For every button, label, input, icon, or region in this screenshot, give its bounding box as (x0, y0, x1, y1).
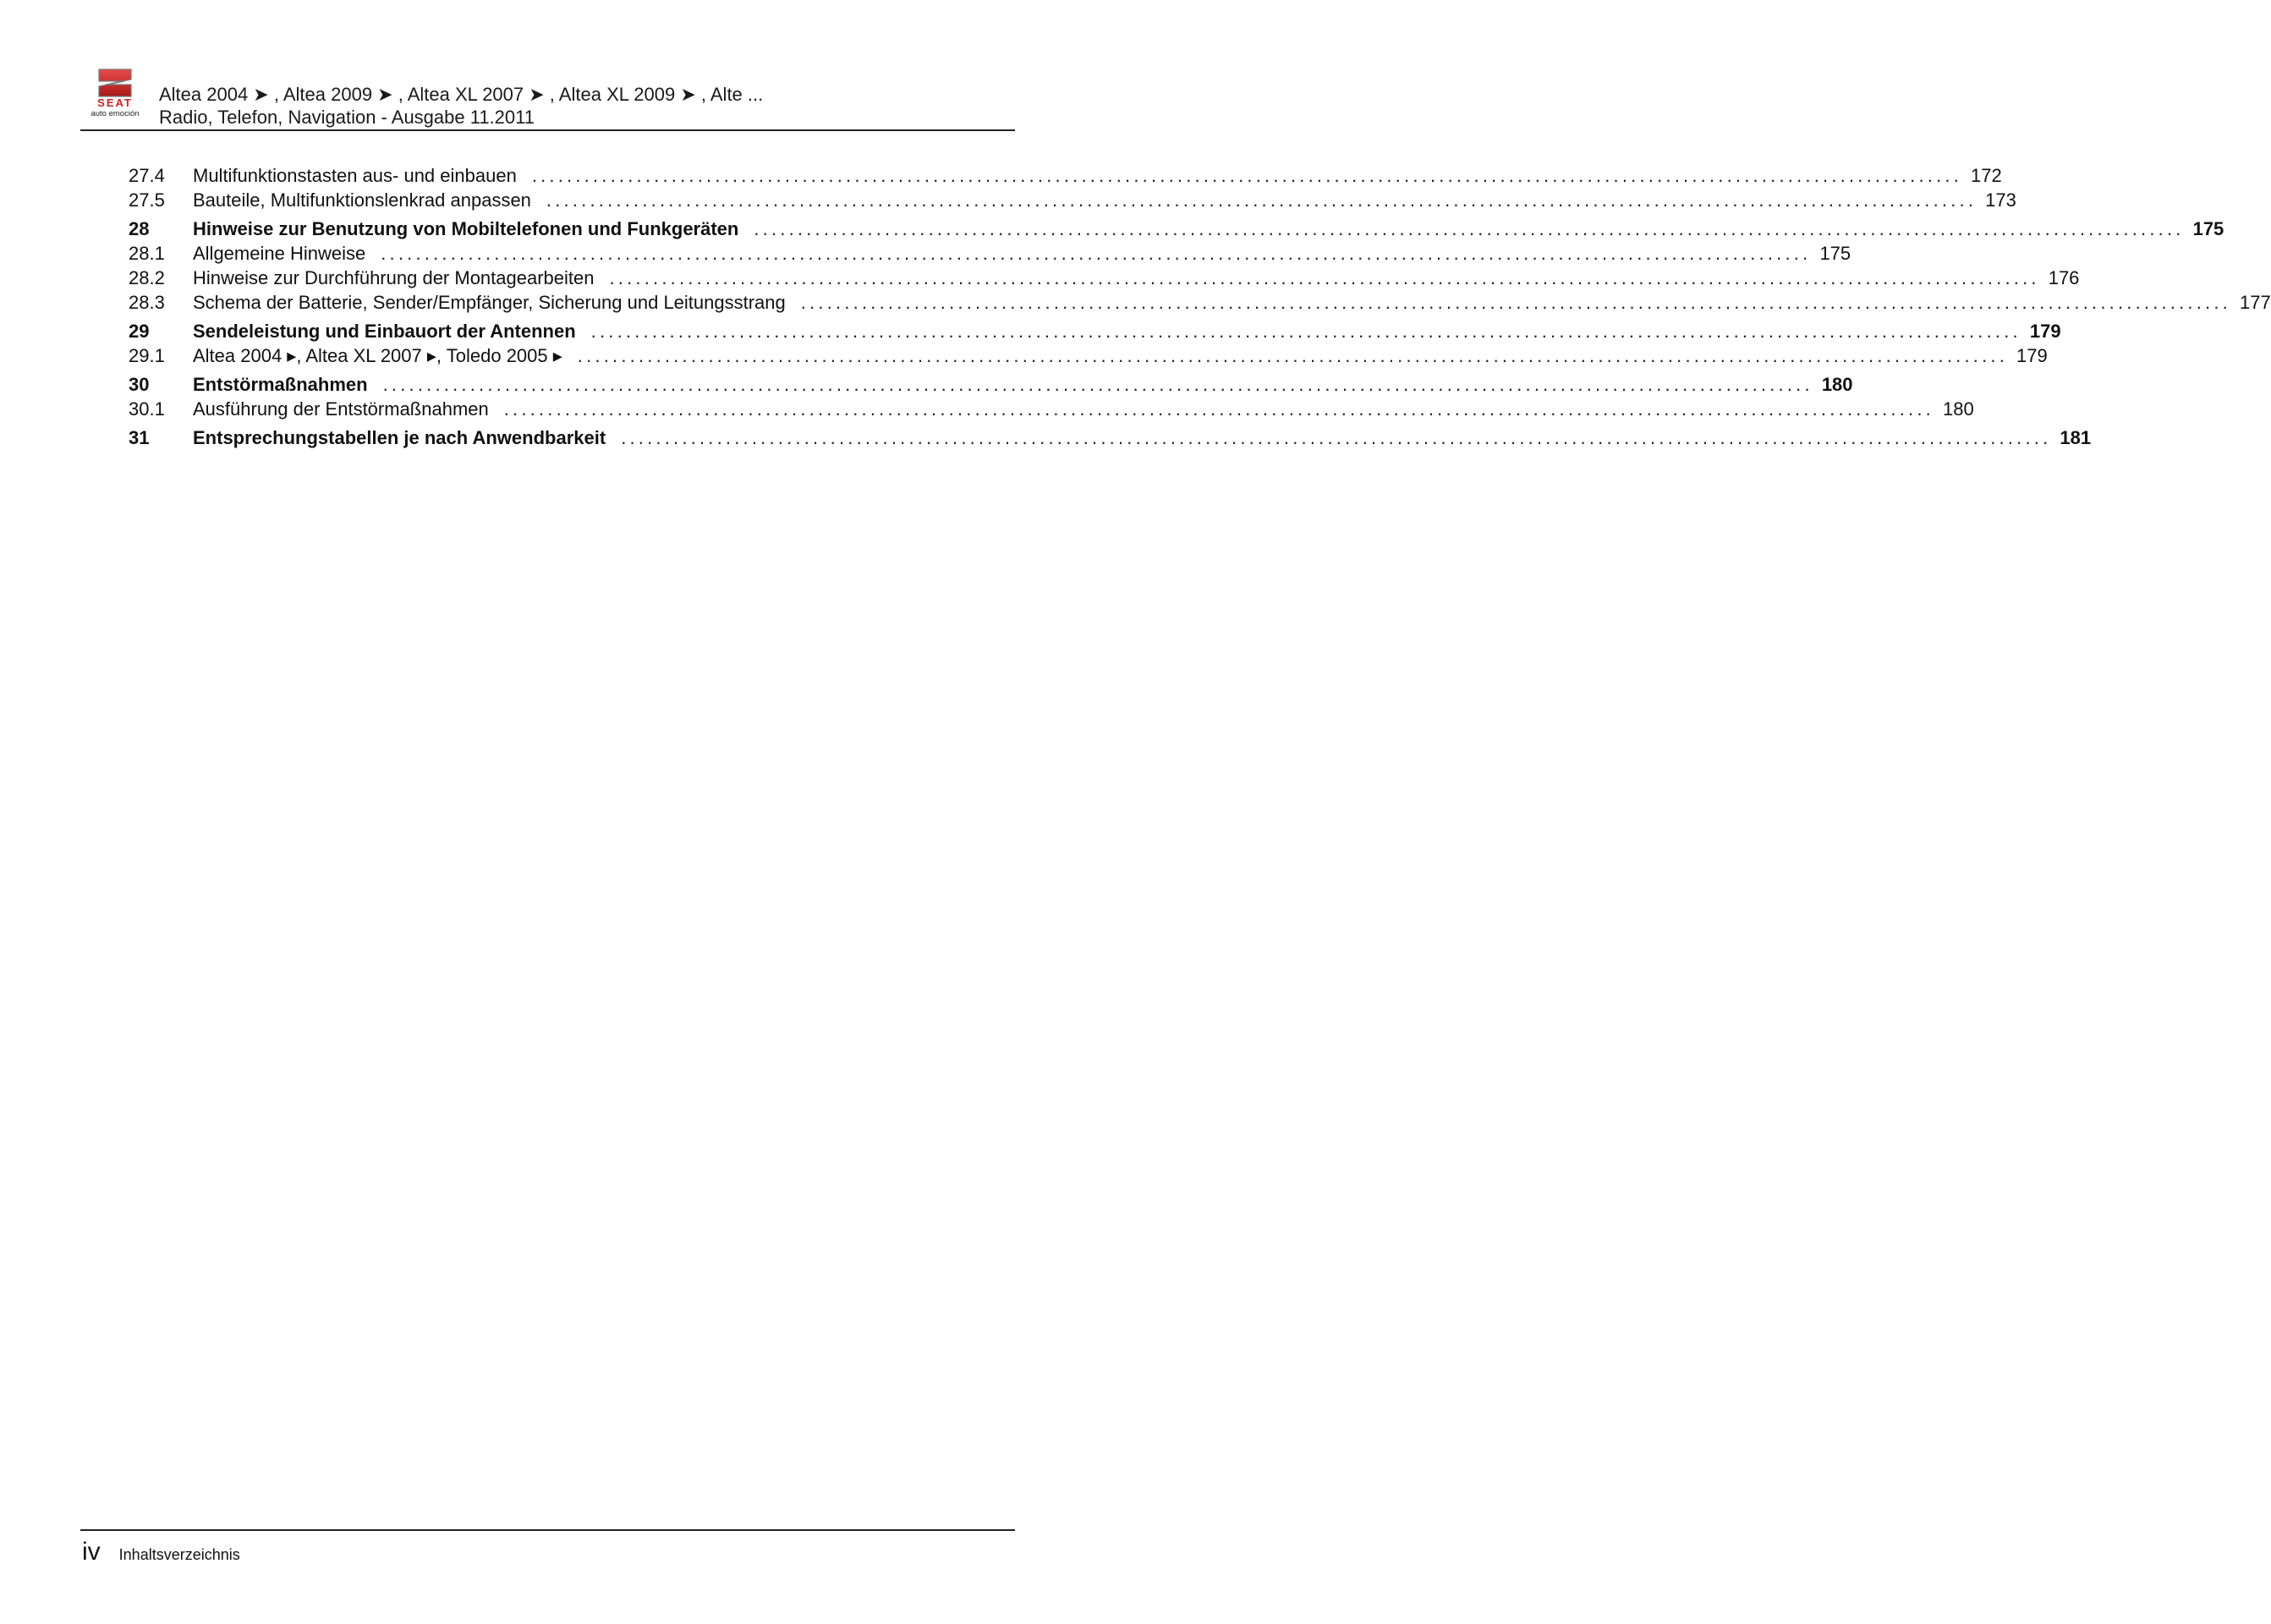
toc-dot-leader (801, 290, 2231, 315)
header-text (159, 83, 1005, 129)
toc-entry[interactable] (129, 425, 2092, 450)
toc-entry[interactable] (129, 319, 2061, 343)
toc-entry-title: Entsprechungstabellen je nach Anwendbarkeit (193, 427, 606, 448)
toc-entry-title: Hinweise zur Durchführung der Montagearbeiten (193, 267, 595, 288)
footer-divider (80, 1529, 1015, 1531)
toc-entry[interactable] (129, 343, 2048, 368)
toc-entry-number: 30 (129, 374, 150, 395)
header-manual-title: Radio, Telefon, Navigation - Ausgabe 11.2011 (159, 107, 535, 128)
toc-dot-leader (609, 266, 2039, 290)
logo-brand: SEAT (97, 96, 133, 109)
toc-entry-page: 181 (2060, 427, 2092, 448)
seat-logo (80, 66, 150, 118)
toc-entry-number: 27.4 (129, 165, 165, 186)
toc-dot-leader (532, 163, 1962, 188)
toc-entry-title: Multifunktionstasten aus- und einbauen (193, 165, 517, 186)
toc-entry-page: 180 (1942, 398, 1974, 420)
page-header (80, 66, 1015, 132)
toc-entry[interactable] (129, 397, 1974, 421)
toc-entry-number: 29 (129, 321, 150, 342)
toc-entry-page: 176 (2048, 267, 2080, 288)
logo-tagline: auto emoción (91, 109, 140, 118)
toc-entry-number: 28.1 (129, 243, 165, 264)
toc-entry-page: 179 (2016, 345, 2048, 366)
table-of-contents (129, 163, 2271, 450)
toc-entry-page: 180 (1821, 374, 1853, 395)
toc-entry-page: 177 (2240, 292, 2271, 313)
toc-entry-number: 31 (129, 427, 150, 448)
toc-entry[interactable] (129, 266, 2080, 290)
toc-dot-leader (621, 425, 2051, 450)
toc-entry-number: 28.2 (129, 267, 165, 288)
page-footer (82, 1535, 240, 1569)
toc-entry[interactable] (129, 163, 2002, 188)
toc-entry[interactable] (129, 290, 2271, 315)
footer-section-title: Inhaltsverzeichnis (118, 1546, 240, 1563)
toc-entry-page: 175 (1819, 243, 1851, 264)
toc-dot-leader (546, 188, 1977, 212)
toc-dot-leader (383, 372, 1813, 397)
toc-entry[interactable] (129, 372, 1853, 397)
footer-page-number: iv (82, 1538, 101, 1566)
toc-entry-number: 30.1 (129, 398, 165, 420)
toc-entry[interactable] (129, 217, 2224, 241)
toc-entry-number: 28.3 (129, 292, 165, 313)
header-models: Altea 2004 ➤ , Altea 2009 ➤ , Altea XL 2007 ➤ , Altea XL 2009 ➤ , Alte ... (159, 84, 764, 105)
toc-entry-title: Entstörmaßnahmen (193, 374, 368, 395)
toc-entry-page: 179 (2029, 321, 2061, 342)
header-divider (80, 129, 1015, 131)
toc-dot-leader (381, 241, 1811, 266)
toc-entry-number: 29.1 (129, 345, 165, 366)
toc-entry-page: 172 (1971, 165, 2002, 186)
toc-entry-page: 175 (2192, 218, 2224, 239)
toc-entry-title: Allgemeine Hinweise (193, 243, 366, 264)
toc-entry-title: Schema der Batterie, Sender/Empfänger, Sicherung und Leitungsstrang (193, 292, 786, 313)
toc-entry-title: Altea 2004 ▸, Altea XL 2007 ▸, Toledo 2005 ▸ (193, 345, 562, 366)
toc-dot-leader (591, 319, 2021, 343)
toc-entry-page: 173 (1985, 189, 2016, 211)
toc-entry-number: 27.5 (129, 189, 165, 211)
toc-entry-title: Sendeleistung und Einbauort der Antennen (193, 321, 576, 342)
toc-dot-leader (578, 343, 2008, 368)
toc-entry-title: Bauteile, Multifunktionslenkrad anpassen (193, 189, 531, 211)
toc-entry-number: 28 (129, 218, 150, 239)
toc-entry-title: Hinweise zur Benutzung von Mobiltelefonen und Funkgeräten (193, 218, 739, 239)
toc-dot-leader (754, 217, 2184, 241)
toc-entry[interactable] (129, 188, 2016, 212)
toc-entry[interactable] (129, 241, 1851, 266)
toc-dot-leader (504, 397, 1934, 421)
toc-entry-title: Ausführung der Entstörmaßnahmen (193, 398, 489, 420)
